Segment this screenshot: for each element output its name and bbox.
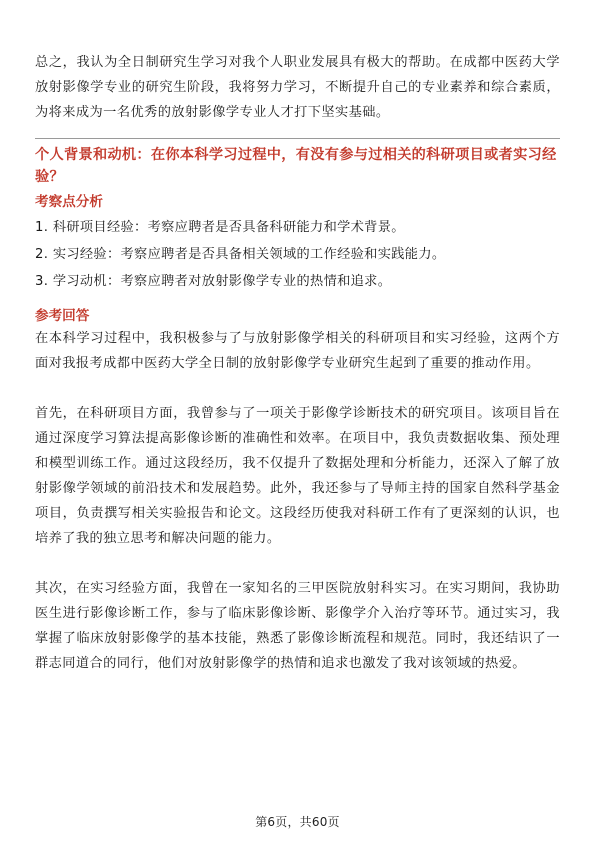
section-divider (35, 138, 560, 139)
paragraph-gap (35, 551, 560, 576)
answer-paragraph: 首先，在科研项目方面，我曾参与了一项关于影像学诊断技术的研究项目。该项目旨在通过深度学习算法提高影像诊断的准确性和效率。在项目中，我负责数据收集、预处理和模型训练工作。通过这段经历，我不仅提升了数据处理和分析能力，还深入了解了放射影像学领域的前沿技术和发展趋势。此外，我还参与了导师主持的国家自然科学基金项目，负责撰写相关实验报告和论文。这段经历使我对科研工作有了更深刻的认识，也培养了我的独立思考和解决问题的能力。 (35, 406, 560, 546)
answer-paragraph: 在本科学习过程中，我积极参与了与放射影像学相关的科研项目和实习经验，这两个方面对我报考成都中医药大学全日制的放射影像学专业研究生起到了重要的推动作用。 (35, 331, 560, 371)
paragraph-gap (35, 376, 560, 401)
document-page (35, 50, 560, 676)
analysis-list (35, 214, 560, 295)
analysis-title: 考察点分析 (35, 194, 103, 210)
page-number: 第6页，共60页 (255, 815, 340, 829)
answer-title: 参考回答 (35, 308, 90, 324)
analysis-item: 3. 学习动机：考察应聘者对放射影像学专业的热情和追求。 (35, 274, 392, 289)
answer-paragraph: 其次，在实习经验方面，我曾在一家知名的三甲医院放射科实习。在实习期间，我协助医生进行影像诊断工作，参与了临床影像诊断、影像学介入治疗等环节。通过实习，我掌握了临床放射影像学的基本技能，熟悉了影像诊断流程和规范。同时，我还结识了一群志同道合的同行，他们对放射影像学的热情和追求也激发了我对该领域的热爱。 (35, 581, 560, 671)
intro-paragraph: 总之，我认为全日制研究生学习对我个人职业发展具有极大的帮助。在成都中医药大学放射影像学专业的研究生阶段，我将努力学习，不断提升自己的专业素养和综合素质，为将来成为一名优秀的放射影像学专业人才打下坚实基础。 (35, 55, 560, 120)
question-heading: 个人背景和动机：在你本科学习过程中，有没有参与过相关的科研项目或者实习经验？ (35, 147, 557, 185)
analysis-item: 2. 实习经验：考察应聘者是否具备相关领域的工作经验和实践能力。 (35, 247, 446, 262)
analysis-item: 1. 科研项目经验：考察应聘者是否具备科研能力和学术背景。 (35, 220, 405, 235)
